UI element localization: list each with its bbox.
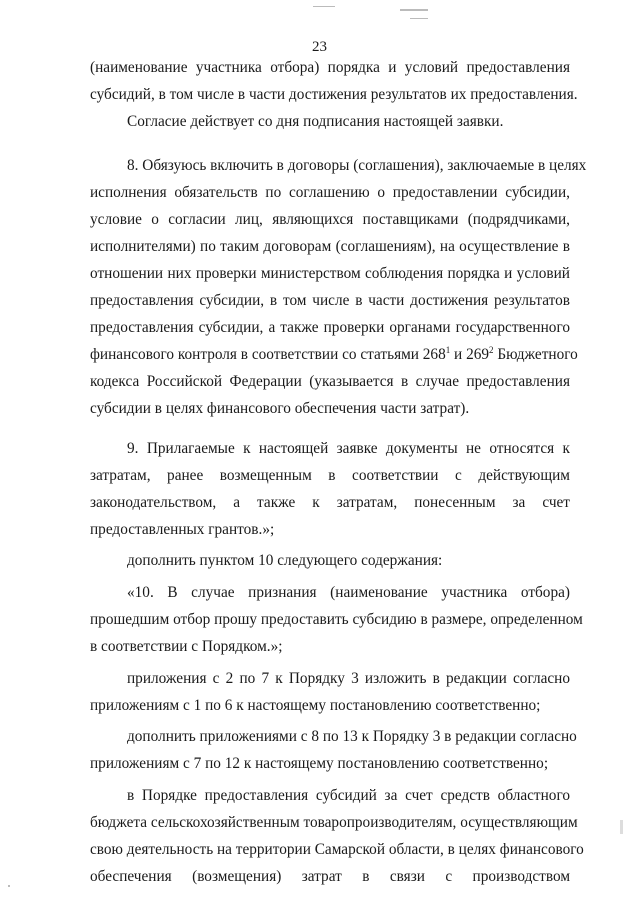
text-line: [90, 345, 578, 364]
superscript: 1: [445, 345, 451, 355]
scan-speck: [410, 18, 428, 19]
scan-speck: [313, 6, 335, 7]
text-line: обеспечения (возмещения) затрат в связи с производством: [90, 868, 570, 885]
text-line: предоставленных грантов.»;: [90, 521, 275, 538]
text-fragment: финансового контроля в соответствии со статьями 268: [90, 346, 446, 363]
text-line: бюджета сельскохозяйственным товаропроизводителям, осуществляющим: [90, 814, 578, 831]
text-line: приложениям с 7 по 12 к настоящему постановлению соответственно;: [90, 755, 549, 772]
text-line: субсидий, в том числе в части достижения результатов их предоставления.: [90, 86, 578, 103]
scan-speck: [8, 885, 10, 887]
text-line: предоставления субсидии, а также проверки органами государственного: [90, 319, 570, 336]
page-number: 23: [312, 39, 327, 55]
superscript: 2: [489, 345, 494, 355]
text-fragment: и 269: [450, 346, 490, 363]
text-line: приложениям с 1 по 6 к настоящему постановлению соответственно;: [90, 697, 541, 714]
text-line: предоставления субсидии, в том числе в части достижения результатов: [90, 292, 570, 309]
text-line: дополнить пунктом 10 следующего содержания:: [127, 552, 443, 569]
text-line: субсидии в целях финансового обеспечения части затрат).: [90, 400, 470, 417]
text-line: условие о согласии лиц, являющихся поставщиками (подрядчиками,: [90, 211, 570, 228]
text-line: в соответствии с Порядком.»;: [90, 638, 283, 655]
text-line: дополнить приложениями с 8 по 13 к Порядку 3 в редакции согласно: [127, 728, 577, 745]
scan-speck: [620, 820, 623, 834]
text-line: кодекса Российской Федерации (указывается в случае предоставления: [90, 373, 570, 390]
text-line: 8. Обязуюсь включить в договоры (соглашения), заключаемые в целях: [127, 157, 587, 174]
text-line: «10. В случае признания (наименование участника отбора): [127, 584, 570, 601]
text-line: в Порядке предоставления субсидий за счет средств областного: [127, 787, 570, 804]
scan-speck: [400, 9, 428, 11]
text-line: (наименование участника отбора) порядка и условий предоставления: [90, 59, 570, 76]
text-line: исполнителями) по таким договорам (соглашениям), на осуществление в: [90, 238, 570, 255]
text-line: исполнения обязательств по соглашению о предоставлении субсидии,: [90, 184, 570, 201]
text-line: Согласие действует со дня подписания настоящей заявки.: [127, 113, 504, 130]
text-line: свою деятельность на территории Самарской области, в целях финансового: [90, 841, 584, 858]
text-line: затратам, ранее возмещенным в соответствии с действующим: [90, 467, 570, 484]
text-line: законодательством, а также к затратам, понесенным за счет: [90, 494, 570, 511]
text-line: прошедшим отбор прошу предоставить субсидию в размере, определенном: [90, 611, 583, 628]
text-line: приложения с 2 по 7 к Порядку 3 изложить в редакции согласно: [127, 670, 570, 687]
text-line: 9. Прилагаемые к настоящей заявке документы не относятся к: [127, 440, 570, 457]
text-fragment: Бюджетного: [493, 346, 578, 363]
text-line: отношении них проверки министерством соблюдения порядка и условий: [90, 265, 570, 282]
